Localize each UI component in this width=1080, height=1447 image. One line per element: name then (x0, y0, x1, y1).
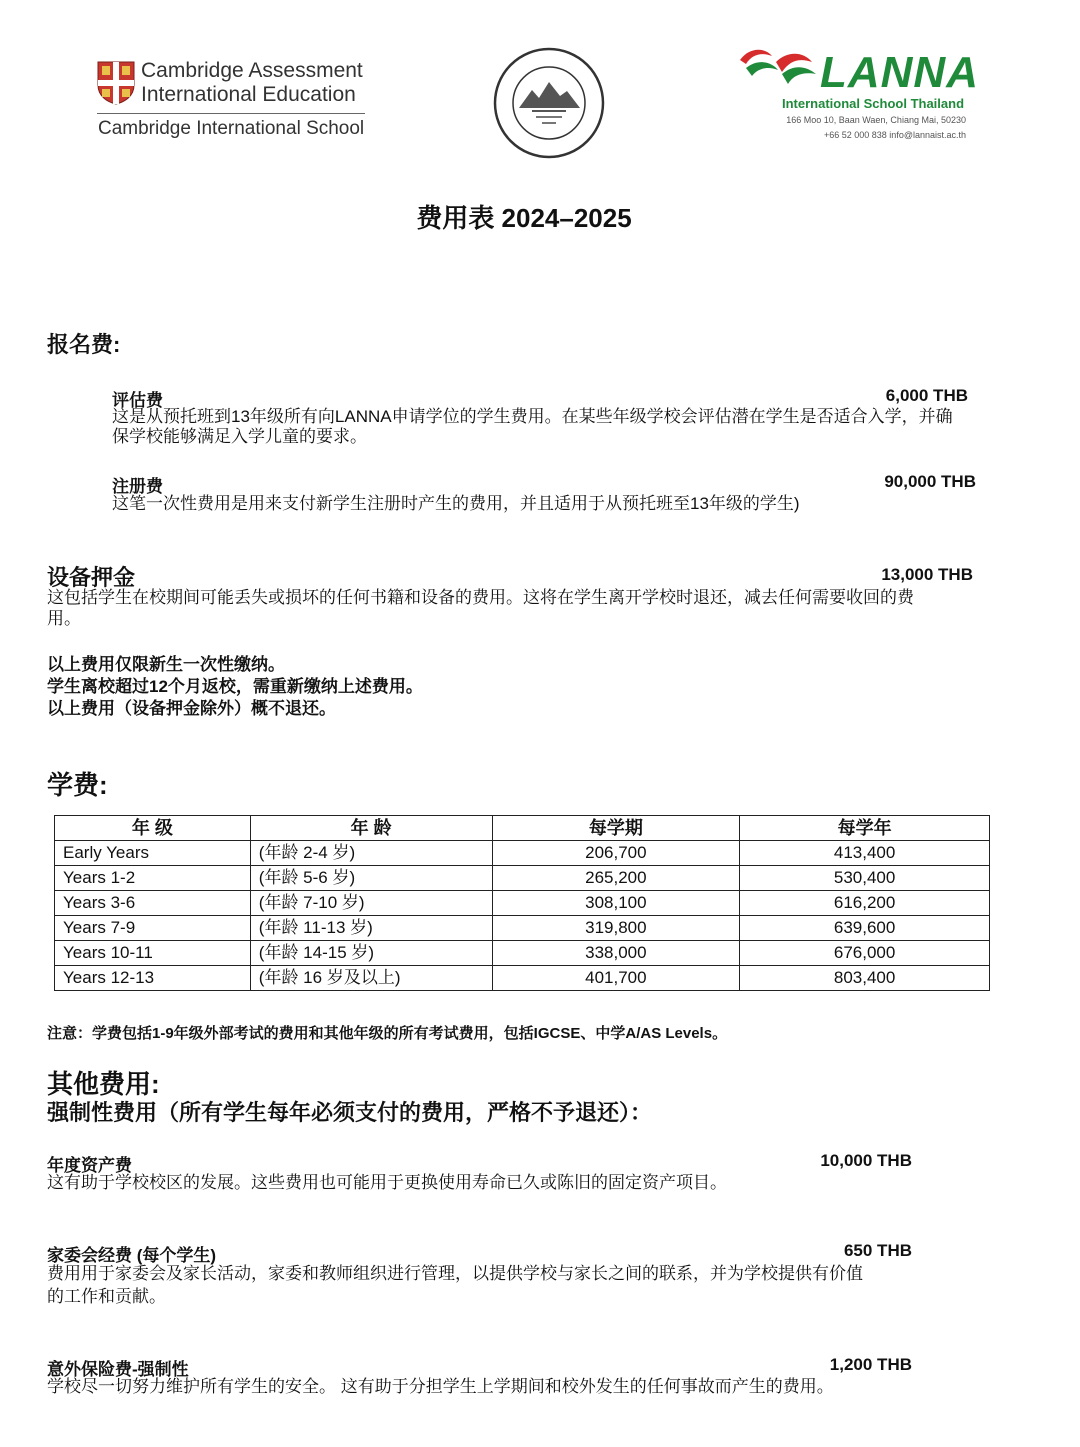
table-row (55, 891, 990, 916)
lanna-address: 166 Moo 10, Baan Waen, Chiang Mai, 50230 (786, 115, 966, 125)
mandatory-fees-subheading: 强制性费用（所有学生每年必须支付的费用，严格不予退还）： (47, 1100, 653, 1125)
insurance-fee-title: 意外保险费-强制性 (47, 1360, 189, 1379)
cell-age: (年龄 7-10 岁) (250, 891, 492, 916)
cell-per-year: 639,600 (740, 916, 990, 941)
cell-per-year: 616,200 (740, 891, 990, 916)
other-fees-heading: 其他费用: (47, 1069, 160, 1099)
cell-age: (年龄 5-6 岁) (250, 866, 492, 891)
cell-per-term: 308,100 (492, 891, 740, 916)
cell-age: (年龄 16 岁及以上) (250, 966, 492, 991)
assessment-fee-title: 评估费 (112, 391, 163, 410)
lanna-logo (732, 44, 982, 144)
deposit-price: 13,000 THB (881, 565, 973, 584)
col-header-age: 年 龄 (250, 816, 492, 841)
table-row (55, 916, 990, 941)
cambridge-shield-icon (97, 61, 135, 105)
pta-fee-price: 650 THB (843, 1241, 912, 1260)
note-line1: 以上费用仅限新生一次性缴纳。 (47, 655, 285, 674)
table-row (55, 941, 990, 966)
pta-fee-title: 家委会经费 (每个学生) (47, 1246, 217, 1265)
enrolment-fee-title: 注册费 (112, 477, 163, 496)
insurance-fee-desc: 学校尽一切努力维护所有学生的安全。 这有助于分担学生上学期间和校外发生的任何事故而产生的费用。 (47, 1377, 834, 1396)
cell-grade: Years 3-6 (55, 891, 251, 916)
notes-block (47, 654, 423, 720)
registration-heading: 报名费: (47, 332, 121, 357)
cell-age: (年龄 11-13 岁) (250, 916, 492, 941)
document-title: 费用表 2024–2025 (416, 203, 632, 233)
cambridge-line1: Cambridge Assessment (141, 59, 363, 82)
table-row (55, 866, 990, 891)
wasc-seal (492, 46, 606, 160)
note-line3: 以上费用（设备押金除外）概不退还。 (47, 699, 336, 718)
pta-fee-desc-line2: 的工作和贡献。 (47, 1287, 166, 1306)
cell-per-term: 401,700 (492, 966, 740, 991)
table-header-row (55, 816, 990, 841)
assessment-fee-desc-line2: 保学校能够满足入学儿童的要求。 (112, 427, 367, 446)
cell-per-year: 530,400 (740, 866, 990, 891)
cambridge-line2: International Education (141, 83, 356, 106)
cell-per-term: 265,200 (492, 866, 740, 891)
col-header-per-term: 每学期 (492, 816, 740, 841)
deposit-desc-line2: 用。 (47, 609, 81, 628)
assessment-fee-price: 6,000 THB (885, 386, 968, 405)
wasc-seal-icon (492, 46, 606, 160)
table-row (55, 966, 990, 991)
cell-per-term: 206,700 (492, 841, 740, 866)
cell-per-term: 319,800 (492, 916, 740, 941)
table-row (55, 841, 990, 866)
deposit-title: 设备押金 (47, 565, 136, 590)
enrolment-fee-desc: 这笔一次性费用是用来支付新学生注册时产生的费用，并且适用于从预托班至13年级的学生) (112, 494, 800, 513)
lanna-swoosh-icon (736, 44, 822, 94)
cell-per-year: 803,400 (740, 966, 990, 991)
cell-per-year: 676,000 (740, 941, 990, 966)
assessment-fee-desc-line1: 这是从预托班到13年级所有向LANNA申请学位的学生费用。在某些年级学校会评估潜在学生是否适合入学，并确 (112, 407, 953, 426)
cell-age: (年龄 2-4 岁) (250, 841, 492, 866)
capital-fee-desc: 这有助于学校校区的发展。这些费用也可能用于更换使用寿命已久或陈旧的固定资产项目。 (47, 1173, 727, 1192)
lanna-contact: +66 52 000 838 info@lannaist.ac.th (824, 130, 966, 140)
cell-grade: Years 10-11 (55, 941, 251, 966)
cell-grade: Years 12-13 (55, 966, 251, 991)
note-line2: 学生离校超过12个月返校，需重新缴纳上述费用。 (47, 677, 423, 696)
cell-grade: Years 7-9 (55, 916, 251, 941)
lanna-name: LANNA (820, 48, 979, 97)
cell-per-year: 413,400 (740, 841, 990, 866)
lanna-subtitle: International School Thailand (782, 96, 965, 111)
enrolment-fee-price: 90,000 THB (884, 472, 976, 491)
cell-grade: Early Years (55, 841, 251, 866)
cell-per-term: 338,000 (492, 941, 740, 966)
cell-grade: Years 1-2 (55, 866, 251, 891)
cell-age: (年龄 14-15 岁) (250, 941, 492, 966)
insurance-fee-price: 1,200 THB (829, 1355, 912, 1374)
capital-fee-price: 10,000 THB (820, 1151, 912, 1170)
tuition-heading: 学费: (47, 770, 108, 800)
col-header-per-year: 每学年 (740, 816, 990, 841)
capital-fee-title: 年度资产费 (47, 1156, 132, 1175)
pta-fee-desc-line1: 费用用于家委会及家长活动，家委和教师组织进行管理，以提供学校与家长之间的联系，并为学校提供有价值 (47, 1264, 863, 1283)
cambridge-line3: Cambridge International School (98, 118, 365, 139)
cambridge-divider (97, 113, 365, 114)
col-header-grade: 年 级 (55, 816, 251, 841)
deposit-desc-line1: 这包括学生在校期间可能丢失或损坏的任何书籍和设备的费用。这将在学生离开学校时退还，减去任何需要收回的费 (47, 588, 914, 607)
tuition-note: 注意：学费包括1-9年级外部考试的费用和其他年级的所有考试费用，包括IGCSE、中学A/AS Levels。 (47, 1025, 728, 1042)
tuition-table (54, 815, 990, 991)
